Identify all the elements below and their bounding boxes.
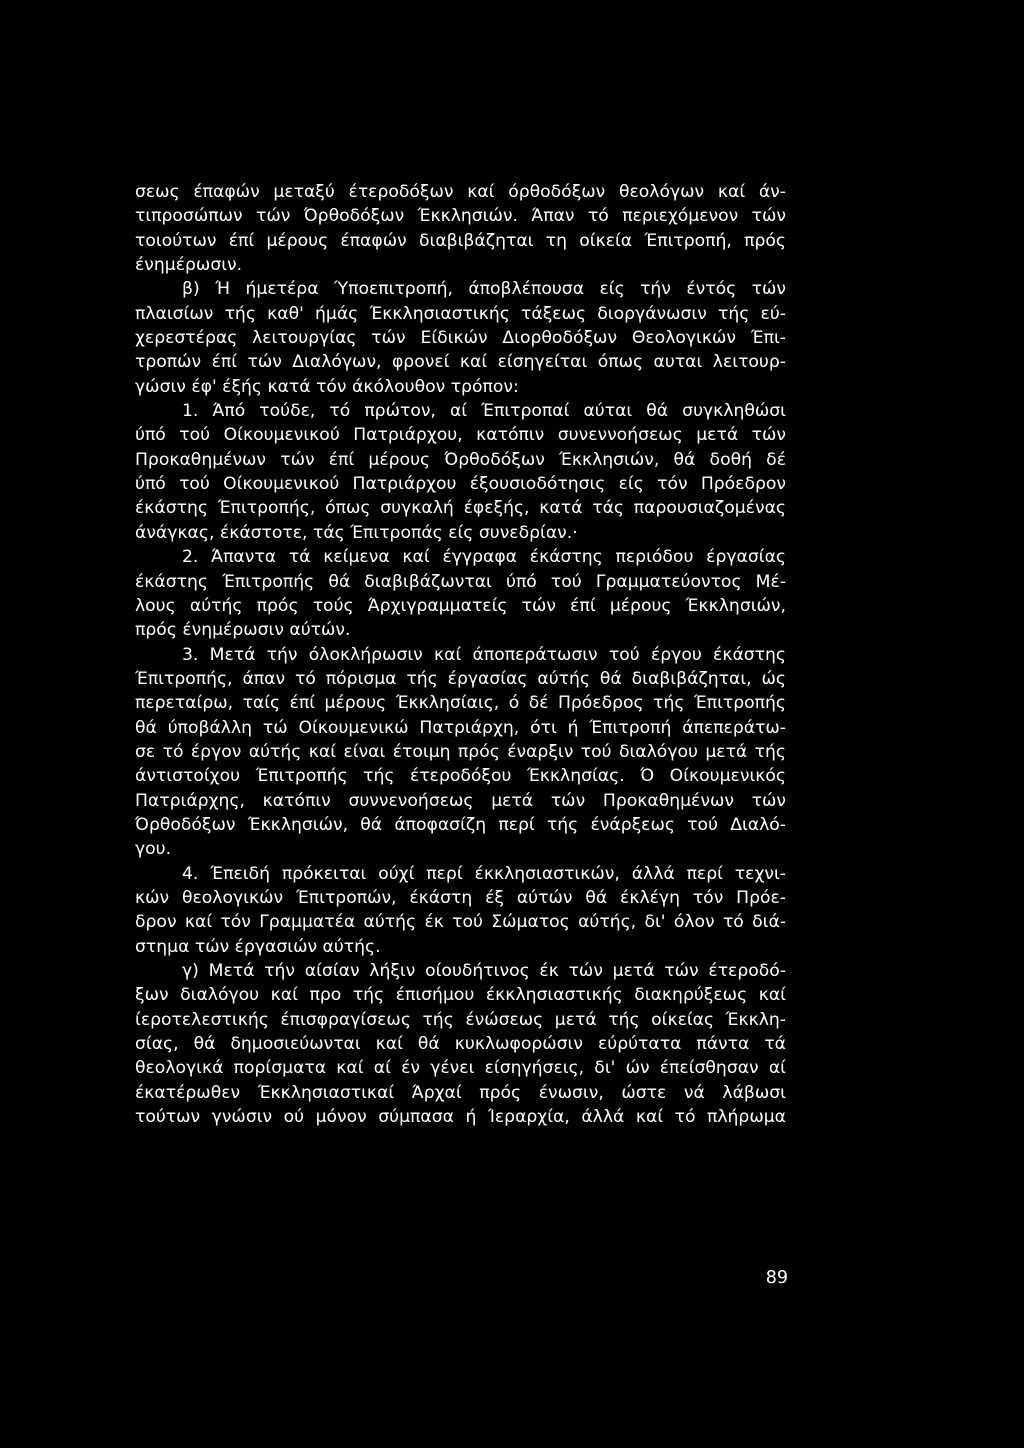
text-line-content: περεταίρω, ταίς έπί μέρους Έκκλησίαις, ό δέ Πρόεδρος τής Έπιτροπής bbox=[135, 693, 786, 714]
text-line-content: σίας, θά δημοσιεύωνται καί θά κυκλωφορώσιν εύρύτατα πάντα τά bbox=[135, 1034, 786, 1055]
text-line bbox=[135, 813, 786, 837]
text-line-content: σεως έπαφών μεταξύ έτεροδόξων καί όρθοδόξων θεολόγων καί άν- bbox=[135, 182, 786, 202]
text-line-content: ξων διαλόγου καί προ τής έπισήμου έκκλησιαστικής διακηρύξεως καί bbox=[135, 985, 786, 1006]
text-line-content: 1. Άπό τούδε, τό πρώτον, αί Έπιτροπαί αύται θά συγκληθώσι bbox=[182, 401, 786, 422]
text-line bbox=[135, 1081, 786, 1105]
text-line bbox=[135, 716, 786, 740]
text-line-content: έκάστης Έπιτροπής, όπως συγκαλή έφεξής, κατά τάς παρουσιαζομένας bbox=[135, 498, 786, 519]
text-line-content: β) Ή ήμετέρα Ύποεπιτροπή, άποβλέπουσα είς τήν έντός τών bbox=[182, 279, 786, 300]
text-line-content: θά ύποβάλλη τώ Οίκουμενικώ Πατριάρχη, ότι ή Έπιτροπή άπεπεράτω- bbox=[135, 717, 786, 738]
text-line-content: δρον καί τόν Γραμματέα αύτής έκ τού Σώματος αύτής, δι' όλον τό διά- bbox=[135, 912, 786, 933]
body-text bbox=[135, 180, 786, 1129]
text-line bbox=[135, 691, 786, 715]
text-line bbox=[135, 472, 786, 496]
text-line-content: έκάστης Έπιτροπής θά διαβιβάζωνται ύπό τού Γραμματεύοντος Μέ- bbox=[135, 571, 786, 592]
text-line bbox=[135, 1105, 786, 1129]
text-line bbox=[135, 448, 786, 472]
text-line-content: γώσιν έφ' έξής κατά τόν άκόλουθον τρόπον: bbox=[135, 376, 519, 397]
text-line bbox=[135, 302, 786, 326]
text-line bbox=[135, 375, 786, 399]
text-line-content: τιπροσώπων τών Όρθοδόξων Έκκλησιών. Άπαν τό περιεχόμενον τών bbox=[135, 206, 786, 227]
text-line bbox=[135, 1008, 786, 1032]
text-line bbox=[135, 350, 786, 374]
text-line-content: γ) Μετά τήν αίσίαν λήξιν οίουδήτινος έκ τών μετά τών έτεροδό- bbox=[182, 961, 786, 981]
text-line bbox=[135, 983, 786, 1007]
text-line-content: ύπό τού Οίκουμενικού Πατριάρχου έξουσιοδότησις είς τόν Πρόεδρον bbox=[135, 474, 786, 495]
text-line bbox=[135, 180, 786, 204]
text-line bbox=[135, 521, 786, 545]
text-line bbox=[135, 423, 786, 447]
text-line bbox=[135, 253, 786, 277]
text-line-content: θεολογικά πορίσματα καί αί έν γένει είσηγήσεις, δι' ών έπείσθησαν αί bbox=[135, 1058, 786, 1079]
text-line bbox=[135, 935, 786, 959]
text-line-content: τροπών έπί τών Διαλόγων, φρονεί καί είσηγείται όπως αυται λειτουρ- bbox=[135, 352, 786, 373]
text-line-content: άνάγκας, έκάστοτε, τάς Έπιτροπάς είς συνεδρίαν.· bbox=[135, 522, 578, 543]
text-line-content: στημα τών έργασιών αύτής. bbox=[135, 936, 381, 957]
text-line-content: χερεστέρας λειτουργίας τών Είδικών Διορθοδόξων Θεολογικών Έπι- bbox=[135, 328, 786, 349]
text-line bbox=[135, 399, 786, 423]
text-line-content: λους αύτής πρός τούς Άρχιγραμματείς τών έπί μέρους Έκκλησιών, bbox=[135, 595, 786, 616]
text-line bbox=[135, 764, 786, 788]
text-line bbox=[135, 959, 786, 983]
text-line bbox=[135, 1032, 786, 1056]
text-line bbox=[135, 837, 786, 861]
text-line bbox=[135, 618, 786, 642]
text-line-content: πρός ένημέρωσιν αύτών. bbox=[135, 620, 351, 641]
text-line-content: ύπό τού Οίκουμενικού Πατριάρχου, κατόπιν συνεννοήσεως μετά τών bbox=[135, 425, 786, 446]
text-line bbox=[135, 204, 786, 228]
text-line bbox=[135, 496, 786, 520]
text-line bbox=[135, 1056, 786, 1080]
text-line bbox=[135, 740, 786, 764]
text-line-content: γου. bbox=[135, 839, 172, 860]
text-line bbox=[135, 862, 786, 886]
text-line-content: 3. Μετά τήν όλοκλήρωσιν καί άποπεράτωσιν τού έργου έκάστης bbox=[182, 644, 786, 665]
text-line-content: Προκαθημένων τών έπί μέρους Όρθοδόξων Έκκλησιών, θά δοθή δέ bbox=[135, 449, 786, 470]
text-line bbox=[135, 594, 786, 618]
text-line-content: Πατριάρχης, κατόπιν συννενοήσεως μετά τών Προκαθημένων τών bbox=[135, 790, 786, 811]
text-line bbox=[135, 643, 786, 667]
text-line-content: Όρθοδόξων Έκκλησιών, θά άποφασίζη περί τής ένάρξεως τού Διαλό- bbox=[135, 814, 786, 835]
text-line bbox=[135, 229, 786, 253]
text-line bbox=[135, 886, 786, 910]
text-line-content: Έπιτροπής, άπαν τό πόρισμα τής έργασίας αύτής θά διαβιβάζηται, ώς bbox=[135, 668, 786, 689]
text-line bbox=[135, 667, 786, 691]
text-line-content: τούτων γνώσιν ού μόνον σύμπασα ή Ίεραρχία, άλλά καί τό πλήρωμα bbox=[135, 1107, 786, 1128]
text-line bbox=[135, 545, 786, 569]
text-line-content: κών θεολογικών Έπιτροπών, έκάστη έξ αύτών θά έκλέγη τόν Πρόε- bbox=[135, 887, 786, 908]
text-line-content: 2. Άπαντα τά κείμενα καί έγγραφα έκάστης περιόδου έργασίας bbox=[182, 547, 786, 568]
text-line-content: ίεροτελεστικής έπισφραγίσεως τής ένώσεως μετά τής οίκείας Έκκλη- bbox=[135, 1009, 786, 1030]
text-line bbox=[135, 570, 786, 594]
text-line-content: ένημέρωσιν. bbox=[135, 255, 243, 276]
page-number: 89 bbox=[765, 1268, 788, 1288]
text-line bbox=[135, 326, 786, 350]
text-line bbox=[135, 277, 786, 301]
text-line-content: έκατέρωθεν Έκκλησιαστικαί Άρχαί πρός ένωσιν, ώστε νά λάβωσι bbox=[135, 1082, 786, 1103]
text-line-content: άντιστοίχου Έπιτροπής τής έτεροδόξου Έκκλησίας. Ό Οίκουμενικός bbox=[135, 766, 786, 787]
text-line-content: σε τό έργον αύτής καί είναι έτοιμη πρός έναρξιν τού διαλόγου μετά τής bbox=[135, 741, 786, 762]
text-line-content: πλαισίων τής καθ' ήμάς Έκκλησιαστικής τάξεως διοργάνωσιν τής εύ- bbox=[135, 303, 786, 324]
text-line bbox=[135, 910, 786, 934]
text-line bbox=[135, 789, 786, 813]
text-line-content: 4. Έπειδή πρόκειται ούχί περί έκκλησιαστικών, άλλά περί τεχνι- bbox=[182, 863, 786, 884]
text-line-content: τοιούτων έπί μέρους έπαφών διαβιβάζηται τη οίκεία Έπιτροπή, πρός bbox=[135, 230, 786, 251]
